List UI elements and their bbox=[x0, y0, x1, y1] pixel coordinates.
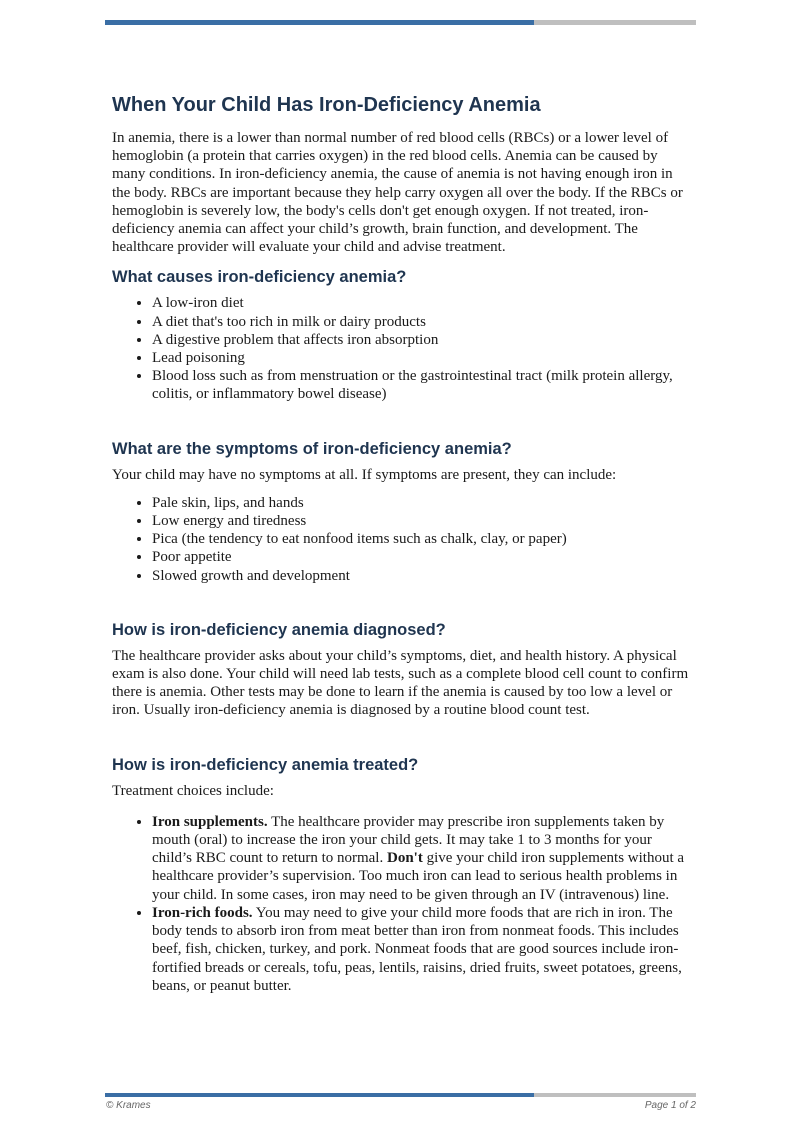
list-item: • A digestive problem that affects iron absorption bbox=[152, 331, 692, 349]
diagnosis-paragraph: The healthcare provider asks about your child’s symptoms, diet, and health history. A physical exam is also done. Your child will need lab tests, such as a complete blood cell count to confirm there is anemia. Other tests may be done to learn if the anemia is caused by too low a level or iron. Usually iron-deficiency anemia is diagnosed by a routine blood count test. bbox=[112, 647, 689, 719]
treatment-list bbox=[112, 813, 692, 995]
bottom-rule bbox=[105, 1093, 696, 1097]
treatment-heading: How is iron-deficiency anemia treated? bbox=[112, 755, 419, 774]
supplements-text-2: give your child iron supplements without a healthcare provider’s supervision. Too much iron can lead to serious health problems in your child. In some cases, iron may need to be given through an IV (intravenous) line. bbox=[152, 850, 685, 903]
supplements-label: Iron supplements. bbox=[152, 813, 268, 830]
causes-list bbox=[112, 294, 692, 403]
foods-label: Iron-rich foods. bbox=[152, 904, 253, 921]
document-body bbox=[112, 92, 692, 995]
foods-text: You may need to give your child more foods that are rich in iron. The body tends to absorb iron from meat better than iron from nonmeat foods. This includes beef, fish, chicken, turkey, and pork. Nonmeat foods that are good sources include iron-fortified breads or cereals, tofu, peas, lentils, raisins, dried fruits, sweet potatoes, greens, beans, or peanut butter. bbox=[152, 904, 682, 994]
treatment-lead: Treatment choices include: bbox=[112, 782, 274, 799]
list-item: • Blood loss such as from menstruation or the gastrointestinal tract (milk protein allergy, colitis, or inflammatory bowel disease) bbox=[152, 367, 692, 403]
footer-page-number: Page 1 of 2 bbox=[644, 1100, 696, 1111]
top-rule-gray bbox=[534, 20, 696, 25]
top-rule-accent bbox=[105, 20, 534, 25]
page-title: When Your Child Has Iron-Deficiency Anemia bbox=[112, 94, 541, 116]
diagnosis-heading: How is iron-deficiency anemia diagnosed? bbox=[112, 620, 446, 639]
list-item: • A low-iron diet bbox=[152, 294, 692, 312]
list-item-supplements bbox=[152, 813, 692, 904]
list-item: • Poor appetite bbox=[152, 548, 692, 566]
list-item: • Lead poisoning bbox=[152, 349, 692, 367]
list-item: • A diet that's too rich in milk or dairy products bbox=[152, 313, 692, 331]
list-item: • Pale skin, lips, and hands bbox=[152, 494, 692, 512]
intro-paragraph: In anemia, there is a lower than normal number of red blood cells (RBCs) or a lower level of hemoglobin (a protein that carries oxygen) in the red blood cells. Anemia can be caused by many conditions. In iron-deficiency anemia, the cause of anemia is not having enough iron in the body. RBCs are important because they help carry oxygen all over the body. If the RBCs or hemoglobin is severely low, the body's cells don't get enough oxygen. If not treated, iron-deficiency anemia can affect your child’s growth, brain function, and development. The healthcare provider will evaluate your child and advise treatment. bbox=[112, 130, 683, 256]
top-rule bbox=[105, 20, 696, 25]
supplements-text-1: The healthcare provider may prescribe iron supplements taken by mouth (oral) to increase the iron your child gets. It may take 1 to 3 months for your child’s RBC count to return to normal. bbox=[152, 813, 665, 867]
list-item: • Low energy and tiredness bbox=[152, 512, 692, 530]
causes-heading: What causes iron-deficiency anemia? bbox=[112, 268, 407, 287]
bottom-rule-accent bbox=[105, 1093, 534, 1097]
list-item: • Pica (the tendency to eat nonfood items such as chalk, clay, or paper) bbox=[152, 530, 692, 548]
symptoms-lead: Your child may have no symptoms at all. If symptoms are present, they can include: bbox=[112, 466, 617, 483]
symptoms-heading: What are the symptoms of iron-deficiency anemia? bbox=[112, 439, 512, 458]
list-item-foods bbox=[152, 904, 692, 995]
symptoms-list bbox=[112, 494, 692, 585]
supplements-emphasis: Don't bbox=[386, 850, 423, 867]
footer-copyright: © Krames bbox=[106, 1100, 151, 1111]
bottom-rule-gray bbox=[534, 1093, 696, 1097]
list-item: • Slowed growth and development bbox=[152, 567, 692, 585]
